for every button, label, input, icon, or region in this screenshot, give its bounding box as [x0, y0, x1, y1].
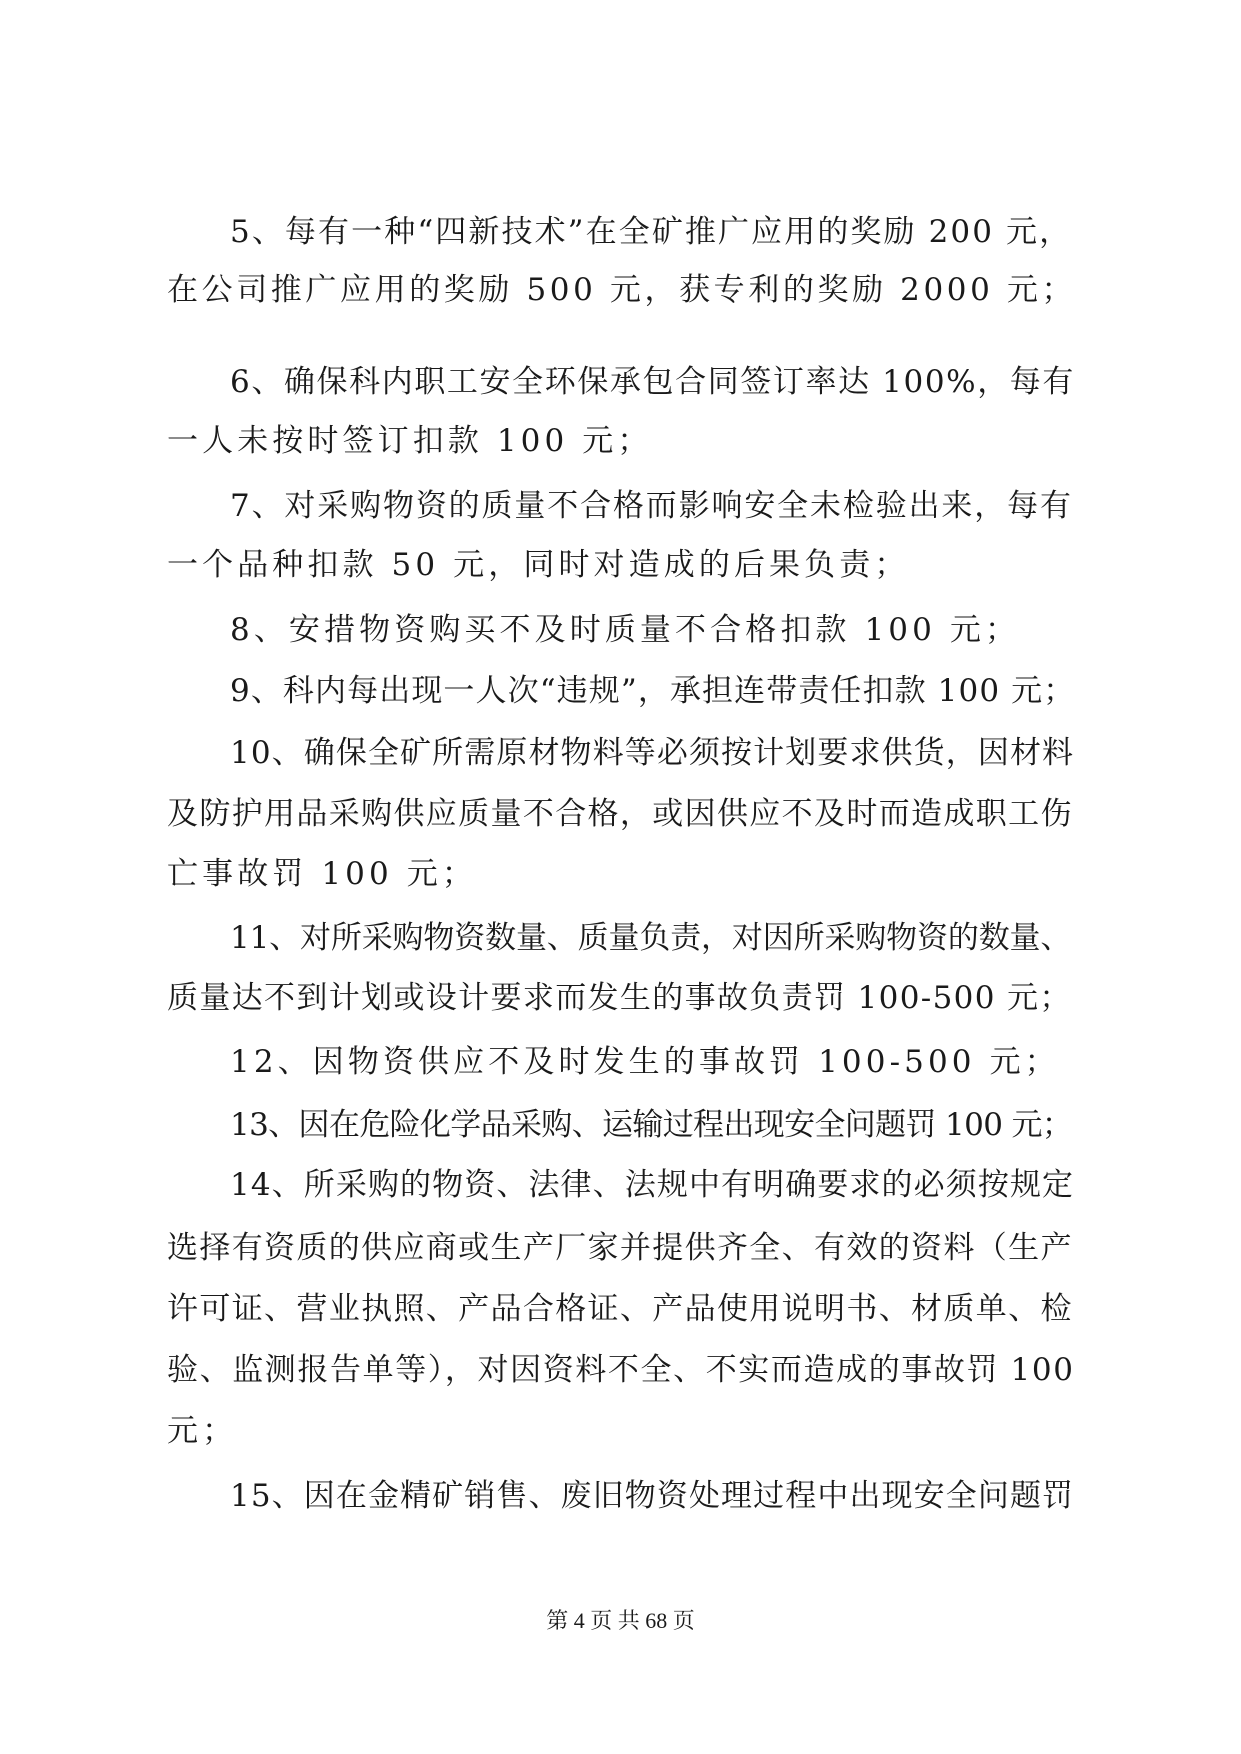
text-line: 在公司推广应用的奖励 500 元，获专利的奖励 2000 元； [167, 272, 1077, 308]
text-line: 许可证、营业执照、产品合格证、产品使用说明书、材质单、检 [167, 1291, 1073, 1327]
text-line: 及防护用品采购供应质量不合格，或因供应不及时而造成职工伤 [167, 796, 1073, 832]
text-line: 14、所采购的物资、法律、法规中有明确要求的必须按规定 [230, 1167, 1075, 1203]
text-line: 验、监测报告单等），对因资料不全、不实而造成的事故罚 100 [167, 1352, 1075, 1388]
text-line: 11、对所采购物资数量、质量负责，对因所采购物资的数量、 [230, 920, 1072, 956]
text-line: 一人未按时签订扣款 100 元； [167, 423, 653, 459]
text-line: 6、确保科内职工安全环保承包合同签订率达 100%，每有 [230, 364, 1075, 400]
text-line: 亡事故罚 100 元； [167, 856, 477, 892]
text-line: 9、科内每出现一人次“违规”，承担连带责任扣款 100 元； [230, 673, 1076, 709]
text-line: 15、因在金精矿销售、废旧物资处理过程中出现安全问题罚 [230, 1478, 1075, 1514]
text-line: 一个品种扣款 50 元，同时对造成的后果负责； [167, 547, 910, 583]
text-line: 7、对采购物资的质量不合格而影响安全未检验出来，每有 [230, 488, 1073, 524]
text-line: 13、因在危险化学品采购、运输过程出现安全问题罚 100 元； [230, 1107, 1073, 1143]
text-line: 元； [167, 1413, 238, 1449]
text-line: 8、安措物资购买不及时质量不合格扣款 100 元； [230, 612, 1021, 648]
text-line: 10、确保全矿所需原材物料等必须按计划要求供货，因材料 [230, 735, 1075, 771]
text-line: 质量达不到计划或设计要求而发生的事故负责罚 100-500 元； [167, 980, 1072, 1016]
text-line: 选择有资质的供应商或生产厂家并提供齐全、有效的资料（生产 [167, 1230, 1073, 1266]
text-line: 5、每有一种“四新技术”在全矿推广应用的奖励 200 元， [230, 214, 1073, 250]
page-number-footer: 第 4 页 共 68 页 [546, 1608, 695, 1633]
text-line: 12、因物资供应不及时发生的事故罚 100-500 元； [230, 1044, 1060, 1080]
